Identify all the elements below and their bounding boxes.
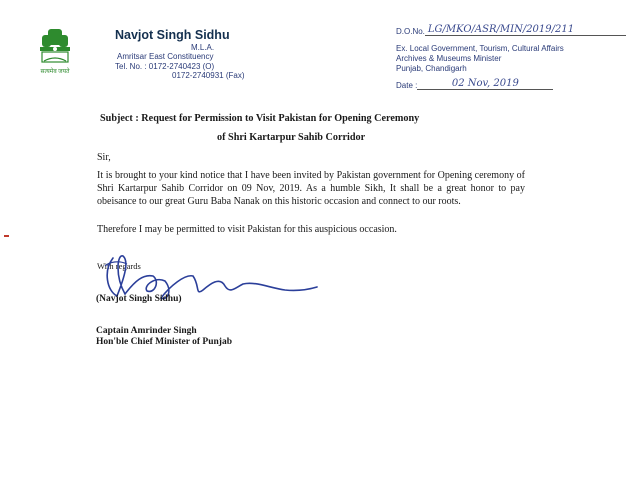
- dono-label: D.O.No.: [396, 27, 425, 36]
- sender-constituency: Amritsar East Constituency: [117, 52, 214, 61]
- dono-line: [396, 24, 626, 36]
- date-value: 02 Nov, 2019: [417, 78, 553, 90]
- letterhead-sender: [115, 28, 245, 80]
- closing: With regards: [97, 261, 141, 271]
- addressee: [96, 326, 232, 348]
- salutation: Sir,: [97, 152, 111, 163]
- date-label: Date :: [396, 81, 418, 90]
- sender-phone-fax: 0172-2740931 (Fax): [172, 71, 245, 80]
- margin-mark: [4, 235, 9, 237]
- office-line-2: Archives & Museums Minister: [396, 54, 502, 63]
- signatory-name: (Navjot Singh Sidhu): [96, 294, 182, 304]
- body-paragraph-2: Therefore I may be permitted to visit Pakistan for this auspicious occasion.: [97, 224, 397, 235]
- date-line: [396, 78, 626, 90]
- office-line-1: Ex. Local Government, Tourism, Cultural Affairs: [396, 44, 564, 53]
- office-details: [396, 44, 626, 74]
- sender-phone-office: Tel. No. : 0172-2740423 (O): [115, 62, 215, 71]
- dono-value: LG/MKO/ASR/MIN/2019/211: [425, 24, 626, 36]
- emblem-caption: सत्यमेव जयते: [40, 69, 70, 75]
- addressee-title: Hon'ble Chief Minister of Punjab: [96, 337, 232, 347]
- body-paragraph-1: It is brought to your kind notice that I have been invited by Pakistan government for Opening ceremony of Shri Kartarpur Sahib Corridor on 09 Nov, 2019. As a humble Sikh, It shall be a great honor to pay obeisance to our great Guru Baba Nanak on this historic occasion and connect to our roots.: [97, 170, 525, 207]
- letterhead-reference: [396, 24, 626, 90]
- state-emblem-icon: [30, 27, 80, 79]
- sender-name: Navjot Singh Sidhu: [115, 28, 230, 42]
- office-line-3: Punjab, Chandigarh: [396, 64, 467, 73]
- sender-designation: M.L.A.: [191, 43, 215, 52]
- subject-line-1: Subject : Request for Permission to Visit Pakistan for Opening Ceremony: [100, 113, 420, 124]
- addressee-name: Captain Amrinder Singh: [96, 326, 197, 336]
- subject-line-2: of Shri Kartarpur Sahib Corridor: [217, 132, 366, 143]
